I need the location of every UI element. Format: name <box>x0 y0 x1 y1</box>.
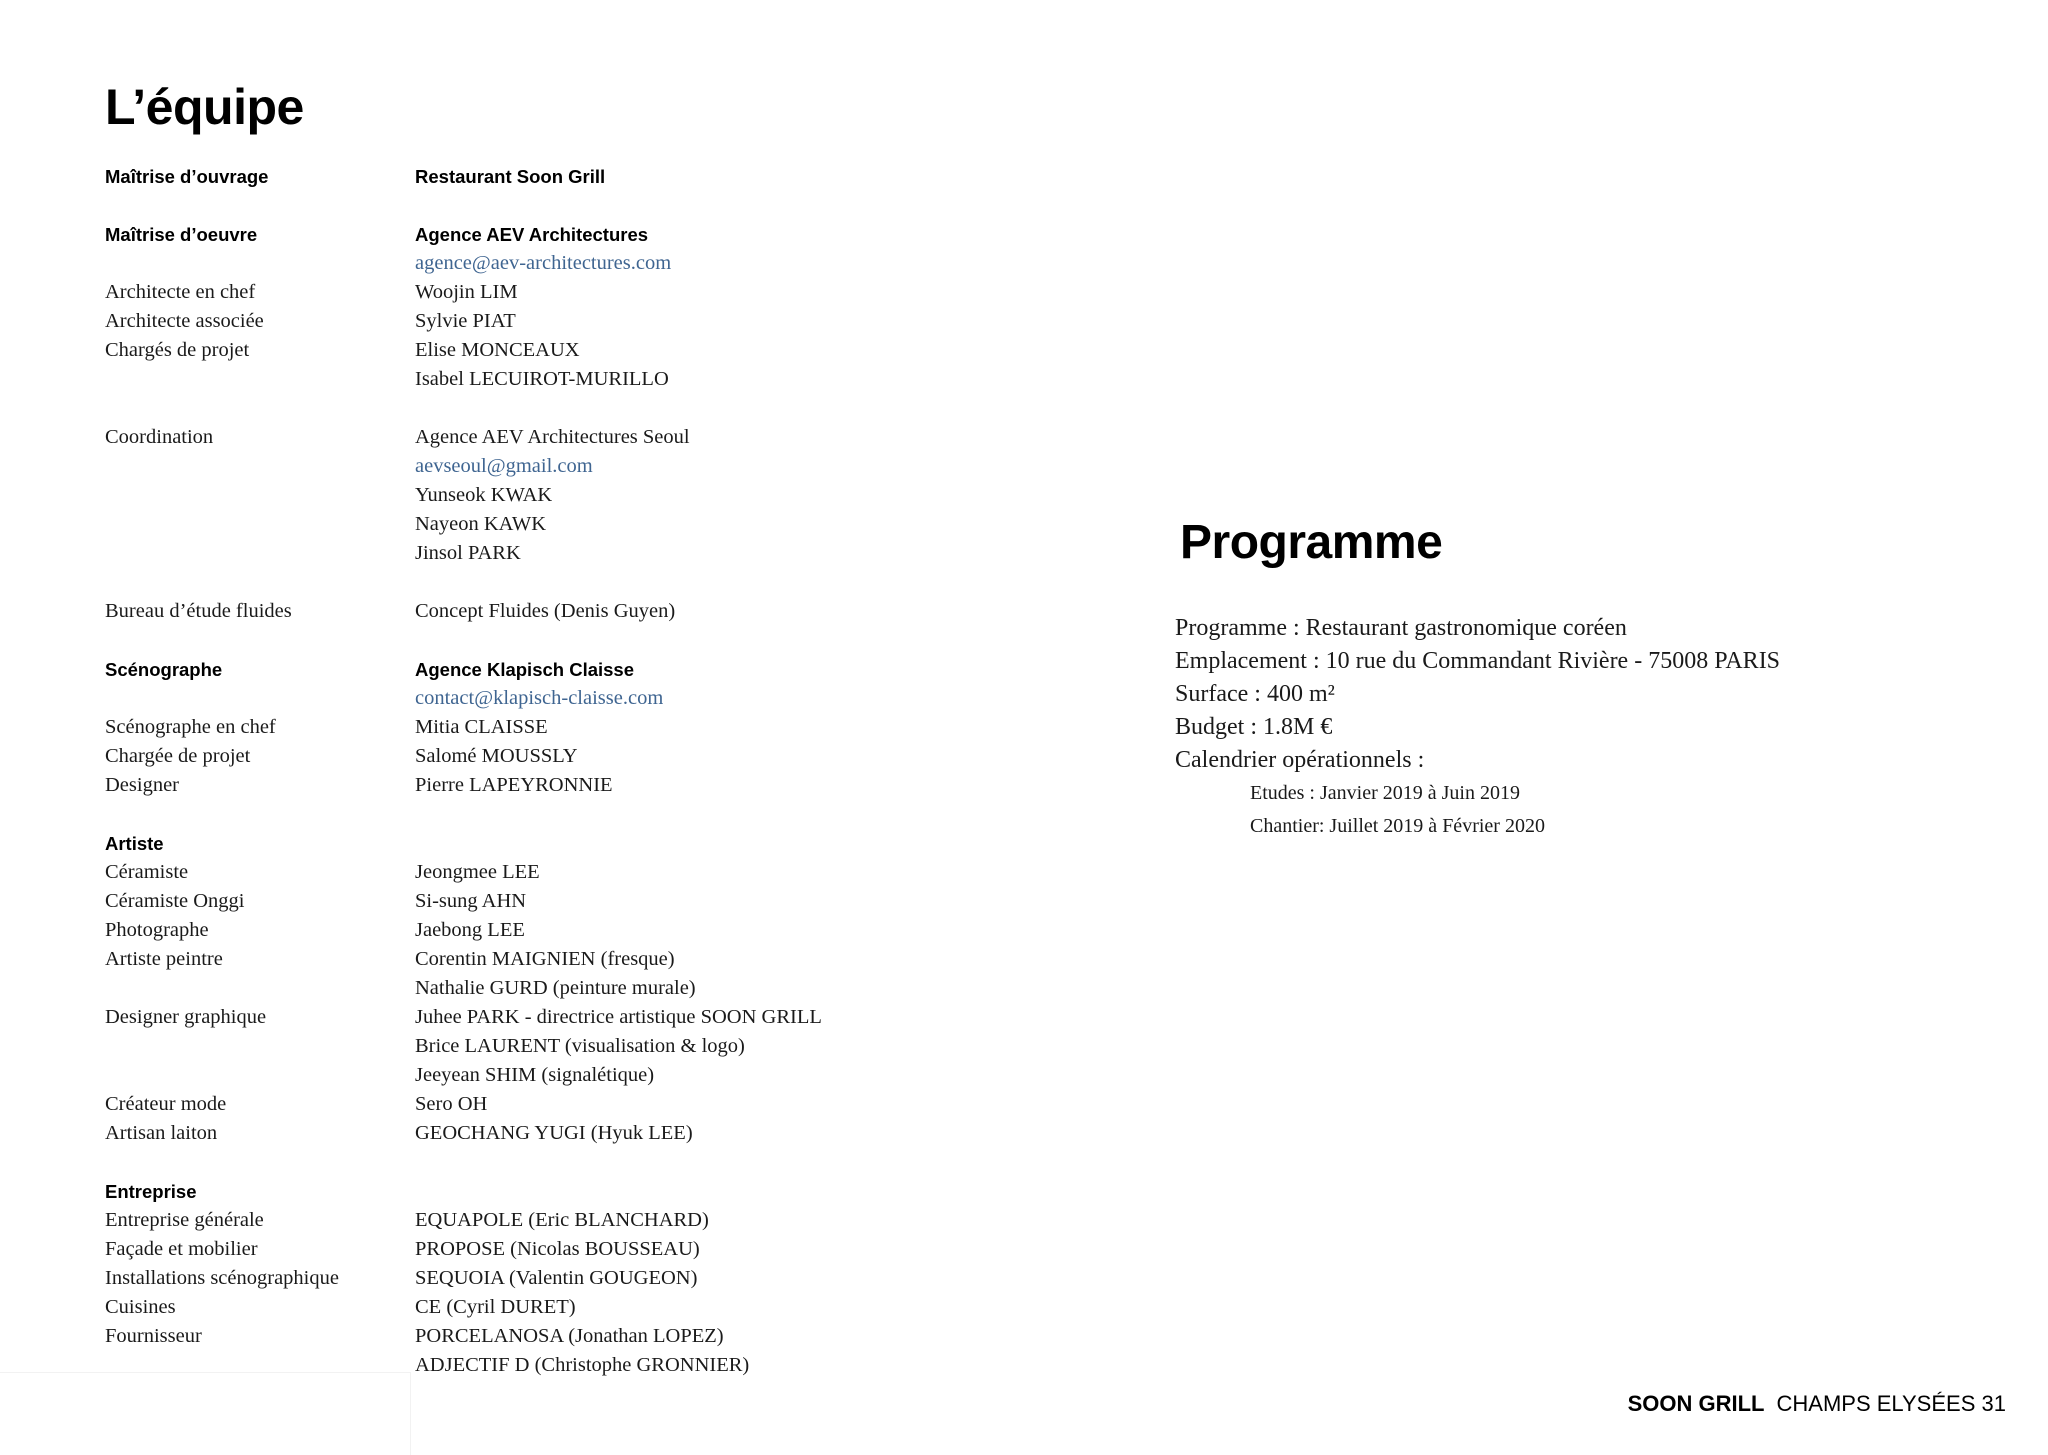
team-role: Céramiste Onggi <box>105 890 245 912</box>
team-role: Designer graphique <box>105 1006 267 1028</box>
spacer <box>105 568 865 597</box>
programme-line: Budget : 1.8M € <box>1175 714 1333 740</box>
team-member: Nathalie GURD (peinture murale) <box>415 977 696 999</box>
team-role: Artisan laiton <box>105 1122 218 1144</box>
team-role: Façade et mobilier <box>105 1238 258 1260</box>
team-row <box>105 829 865 858</box>
team-member: PROPOSE (Nicolas BOUSSEAU) <box>415 1238 700 1260</box>
spacer <box>105 394 865 423</box>
schedule-line: Chantier: Juillet 2019 à Février 2020 <box>1250 815 1545 837</box>
team-row <box>105 1177 865 1206</box>
team-member: Elise MONCEAUX <box>415 339 580 361</box>
programme-line: Calendrier opérationnels : <box>1175 747 1425 773</box>
team-member: Brice LAURENT (visualisation & logo) <box>415 1035 745 1057</box>
footer-section: CHAMPS ELYSÉES <box>1776 1391 1976 1416</box>
team-role: Cuisines <box>105 1296 176 1318</box>
team-role: Artiste peintre <box>105 948 223 970</box>
team-member: EQUAPOLE (Eric BLANCHARD) <box>415 1209 709 1231</box>
team-member: SEQUOIA (Valentin GOUGEON) <box>415 1267 698 1289</box>
team-row <box>105 597 865 626</box>
team-row <box>105 684 865 713</box>
team-member: ADJECTIF D (Christophe GRONNIER) <box>415 1354 750 1376</box>
team-row <box>105 945 865 974</box>
schedule-line: Etudes : Janvier 2019 à Juin 2019 <box>1250 782 1520 804</box>
page-footer <box>1628 1391 2006 1417</box>
team-row <box>105 1293 865 1322</box>
team-member: PORCELANOSA (Jonathan LOPEZ) <box>415 1325 724 1347</box>
spacer <box>105 626 865 655</box>
team-member: Si-sung AHN <box>415 890 527 912</box>
team-member: Jeeyean SHIM (signalétique) <box>415 1064 655 1086</box>
team-member: Jinsol PARK <box>415 542 521 564</box>
team-row <box>105 452 865 481</box>
programme-line: Programme : Restaurant gastronomique coréen <box>1175 615 1627 641</box>
team-email-link[interactable]: aevseoul@gmail.com <box>415 455 593 477</box>
team-member: Jeongmee LEE <box>415 861 540 883</box>
team-role: Entreprise générale <box>105 1209 264 1231</box>
team-role: Bureau d’étude fluides <box>105 600 292 622</box>
programme-title: Programme <box>1180 516 1443 569</box>
programme-line: Surface : 400 m² <box>1175 681 1335 707</box>
team-member: Sero OH <box>415 1093 488 1115</box>
team-row <box>105 713 865 742</box>
team-row <box>105 1032 865 1061</box>
team-role: Architecte en chef <box>105 281 256 303</box>
team-row <box>105 1119 865 1148</box>
team-row <box>105 1003 865 1032</box>
page-number: 31 <box>1981 1391 2006 1416</box>
team-role: Designer <box>105 774 180 796</box>
team-member: Pierre LAPEYRONNIE <box>415 774 613 796</box>
team-role: Architecte associée <box>105 310 264 332</box>
programme-details <box>1175 612 1780 843</box>
team-row <box>105 655 865 684</box>
footer-brand: SOON GRILL <box>1627 1391 1765 1416</box>
team-row <box>105 365 865 394</box>
team-list <box>105 162 865 1380</box>
team-member: Woojin LIM <box>415 281 518 303</box>
spacer <box>105 800 865 829</box>
team-row <box>105 1090 865 1119</box>
team-row <box>105 1206 865 1235</box>
team-member: GEOCHANG YUGI (Hyuk LEE) <box>415 1122 693 1144</box>
team-role: Céramiste <box>105 861 189 883</box>
team-row <box>105 858 865 887</box>
team-row <box>105 742 865 771</box>
team-row <box>105 162 865 191</box>
team-role: Créateur mode <box>105 1093 227 1115</box>
team-row <box>105 771 865 800</box>
team-member: Concept Fluides (Denis Guyen) <box>415 600 676 622</box>
team-role: Entreprise <box>105 1181 197 1202</box>
team-member: Nayeon KAWK <box>415 513 546 535</box>
team-role: Fournisseur <box>105 1325 202 1347</box>
team-row <box>105 220 865 249</box>
team-row <box>105 1235 865 1264</box>
team-member: Restaurant Soon Grill <box>415 166 606 187</box>
team-member: CE (Cyril DURET) <box>415 1296 576 1318</box>
programme-line: Emplacement : 10 rue du Commandant Rivière - 75008 PARIS <box>1175 648 1781 674</box>
team-member: Jaebong LEE <box>415 919 525 941</box>
divider <box>0 1372 410 1373</box>
team-row <box>105 539 865 568</box>
team-row <box>105 510 865 539</box>
team-row <box>105 1264 865 1293</box>
team-role: Chargés de projet <box>105 339 250 361</box>
team-role: Chargée de projet <box>105 745 251 767</box>
team-member: Yunseok KWAK <box>415 484 553 506</box>
team-row <box>105 916 865 945</box>
team-member: Sylvie PIAT <box>415 310 516 332</box>
team-row <box>105 974 865 1003</box>
divider <box>410 1372 411 1455</box>
team-member: Corentin MAIGNIEN (fresque) <box>415 948 675 970</box>
team-row <box>105 1351 865 1380</box>
team-email-link[interactable]: contact@klapisch-claisse.com <box>415 687 664 709</box>
team-row <box>105 307 865 336</box>
team-role: Maîtrise d’oeuvre <box>105 224 258 245</box>
team-member: Agence Klapisch Claisse <box>415 659 635 680</box>
spacer <box>105 1148 865 1177</box>
team-member: Juhee PARK - directrice artistique SOON GRILL <box>415 1006 822 1028</box>
team-row <box>105 887 865 916</box>
team-role: Coordination <box>105 426 214 448</box>
team-role: Installations scénographique <box>105 1267 339 1289</box>
team-row <box>105 249 865 278</box>
team-role: Scénographe en chef <box>105 716 276 738</box>
team-role: Maîtrise d’ouvrage <box>105 166 269 187</box>
team-row <box>105 1061 865 1090</box>
team-member: Mitia CLAISSE <box>415 716 548 738</box>
team-row <box>105 336 865 365</box>
spacer <box>105 191 865 220</box>
team-row <box>105 278 865 307</box>
team-row <box>105 1322 865 1351</box>
team-member: Isabel LECUIROT-MURILLO <box>415 368 669 390</box>
team-email-link[interactable]: agence@aev-architectures.com <box>415 252 672 274</box>
team-title: L’équipe <box>105 79 304 135</box>
team-member: Agence AEV Architectures <box>415 224 649 245</box>
team-role: Scénographe <box>105 659 223 680</box>
team-row <box>105 423 865 452</box>
team-role: Photographe <box>105 919 209 941</box>
team-member: Salomé MOUSSLY <box>415 745 578 767</box>
team-row <box>105 481 865 510</box>
team-role: Artiste <box>105 833 164 854</box>
team-member: Agence AEV Architectures Seoul <box>415 426 690 448</box>
